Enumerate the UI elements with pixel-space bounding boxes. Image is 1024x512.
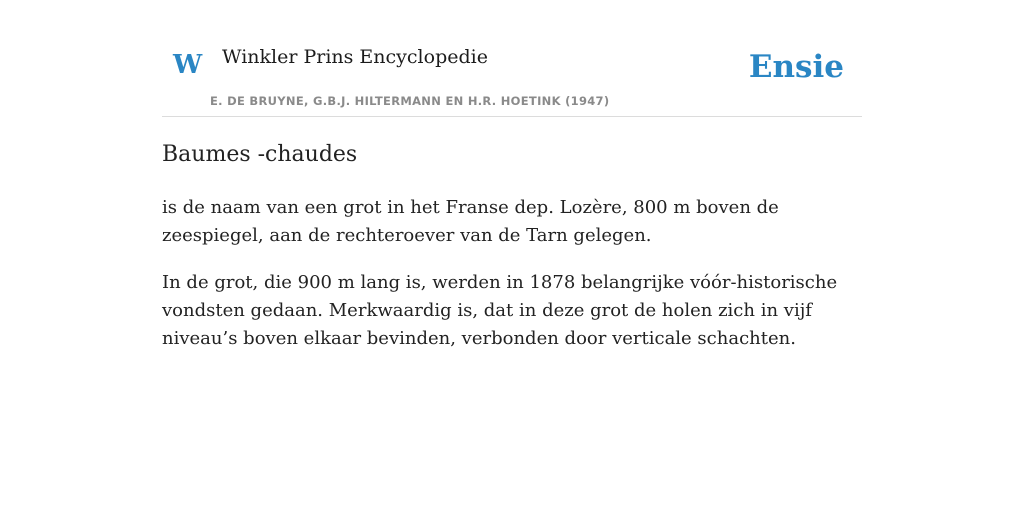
page xyxy=(162,0,862,353)
article-title: Baumes -chaudes xyxy=(162,142,358,167)
site-header xyxy=(162,0,862,117)
ensie-logo[interactable]: Ensie xyxy=(748,49,844,85)
book-authors: E. DE BRUYNE, G.B.J. HILTERMANN EN H.R. HOETINK (1947) xyxy=(210,94,610,108)
book-title-link[interactable]: Winkler Prins Encyclopedie xyxy=(222,46,488,68)
article xyxy=(162,139,862,353)
article-paragraph: In de grot, die 900 m lang is, werden in 1878 belangrijke vóór-historische vondsten gedaan. Merkwaardig is, dat in deze grot de holen zich in vijf niveau’s boven elkaar bevinden, verbonden door verticale schachten. xyxy=(162,272,838,349)
winkler-prins-logo[interactable]: W xyxy=(173,50,203,80)
article-paragraph: is de naam van een grot in het Franse dep. Lozère, 800 m boven de zeespiegel, aan de rechteroever van de Tarn gelegen. xyxy=(162,197,779,246)
